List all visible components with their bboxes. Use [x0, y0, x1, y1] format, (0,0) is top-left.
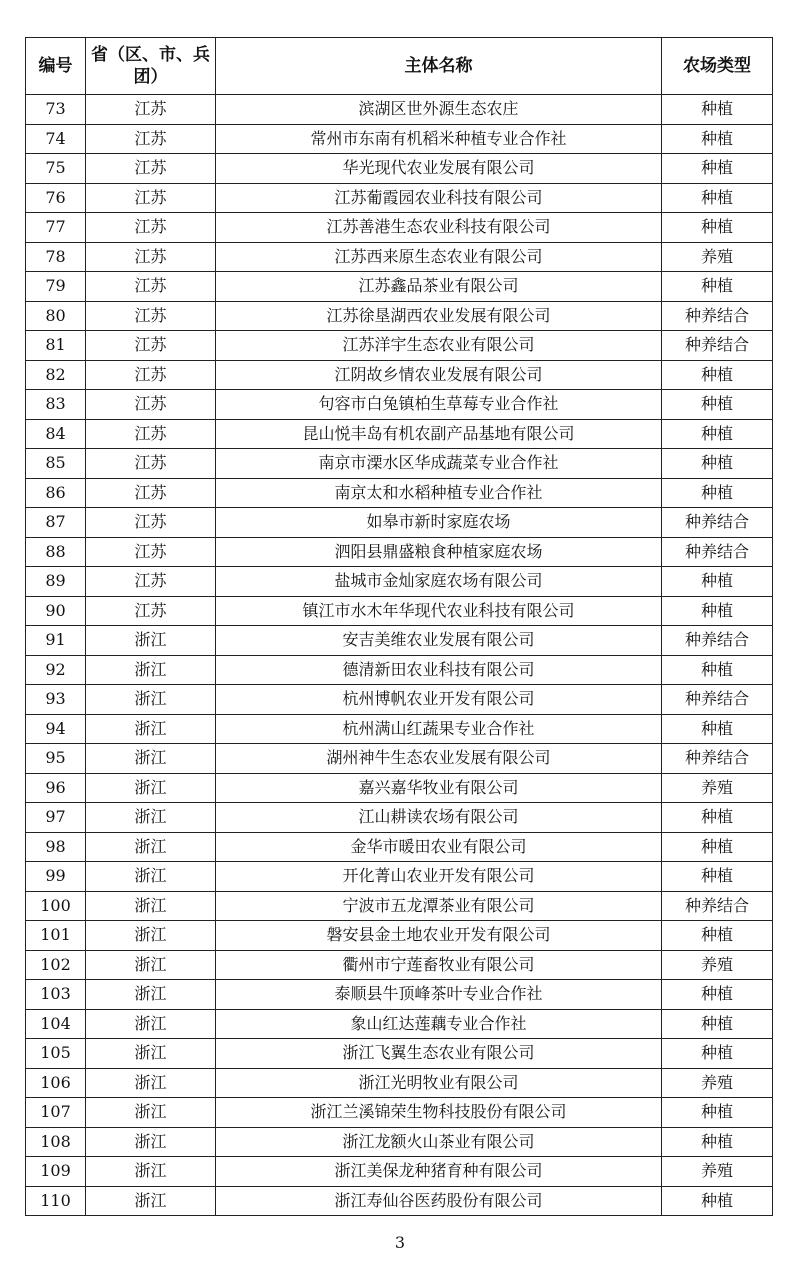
cell-id: 89 — [26, 567, 86, 597]
cell-name: 浙江龙额火山茶业有限公司 — [216, 1127, 662, 1157]
cell-name: 句容市白兔镇柏生草莓专业合作社 — [216, 390, 662, 420]
cell-id: 103 — [26, 980, 86, 1010]
table-row — [26, 773, 773, 803]
cell-province: 江苏 — [86, 360, 216, 390]
cell-province: 江苏 — [86, 154, 216, 184]
cell-province: 江苏 — [86, 183, 216, 213]
table-row — [26, 596, 773, 626]
cell-name: 盐城市金灿家庭农场有限公司 — [216, 567, 662, 597]
cell-farm-type: 种养结合 — [662, 331, 773, 361]
cell-farm-type: 种养结合 — [662, 301, 773, 331]
cell-province: 江苏 — [86, 478, 216, 508]
cell-id: 98 — [26, 832, 86, 862]
table-row — [26, 1068, 773, 1098]
cell-name: 衢州市宁莲畜牧业有限公司 — [216, 950, 662, 980]
table-row — [26, 419, 773, 449]
cell-name: 嘉兴嘉华牧业有限公司 — [216, 773, 662, 803]
cell-id: 96 — [26, 773, 86, 803]
cell-farm-type: 养殖 — [662, 773, 773, 803]
cell-name: 华光现代农业发展有限公司 — [216, 154, 662, 184]
cell-id: 78 — [26, 242, 86, 272]
cell-farm-type: 种植 — [662, 655, 773, 685]
cell-id: 107 — [26, 1098, 86, 1128]
cell-id: 90 — [26, 596, 86, 626]
cell-province: 浙江 — [86, 862, 216, 892]
table-row — [26, 331, 773, 361]
cell-province: 浙江 — [86, 685, 216, 715]
cell-province: 浙江 — [86, 1068, 216, 1098]
cell-name: 江苏西来原生态农业有限公司 — [216, 242, 662, 272]
cell-farm-type: 种植 — [662, 567, 773, 597]
cell-id: 109 — [26, 1157, 86, 1187]
cell-name: 磐安县金土地农业开发有限公司 — [216, 921, 662, 951]
table-row — [26, 301, 773, 331]
cell-farm-type: 种植 — [662, 272, 773, 302]
page-number: 3 — [394, 1233, 406, 1252]
cell-farm-type: 种养结合 — [662, 744, 773, 774]
cell-farm-type: 种养结合 — [662, 685, 773, 715]
cell-province: 江苏 — [86, 390, 216, 420]
cell-province: 浙江 — [86, 1127, 216, 1157]
cell-id: 76 — [26, 183, 86, 213]
table-row — [26, 655, 773, 685]
cell-name: 滨湖区世外源生态农庄 — [216, 95, 662, 125]
table-row — [26, 950, 773, 980]
cell-name: 浙江兰溪锦荣生物科技股份有限公司 — [216, 1098, 662, 1128]
table-row — [26, 891, 773, 921]
header-province: 省（区、市、兵团） — [86, 38, 216, 95]
cell-province: 浙江 — [86, 1098, 216, 1128]
cell-province: 江苏 — [86, 331, 216, 361]
cell-farm-type: 种植 — [662, 183, 773, 213]
cell-name: 南京太和水稻种植专业合作社 — [216, 478, 662, 508]
table-row — [26, 537, 773, 567]
cell-province: 浙江 — [86, 1186, 216, 1216]
cell-id: 91 — [26, 626, 86, 656]
cell-name: 江苏善港生态农业科技有限公司 — [216, 213, 662, 243]
cell-name: 南京市溧水区华成蔬菜专业合作社 — [216, 449, 662, 479]
cell-farm-type: 养殖 — [662, 950, 773, 980]
cell-id: 74 — [26, 124, 86, 154]
cell-name: 常州市东南有机稻米种植专业合作社 — [216, 124, 662, 154]
cell-id: 94 — [26, 714, 86, 744]
cell-id: 93 — [26, 685, 86, 715]
cell-province: 浙江 — [86, 1157, 216, 1187]
cell-farm-type: 种植 — [662, 862, 773, 892]
table-row — [26, 803, 773, 833]
table-row — [26, 449, 773, 479]
cell-province: 江苏 — [86, 242, 216, 272]
cell-province: 浙江 — [86, 891, 216, 921]
cell-name: 昆山悦丰岛有机农副产品基地有限公司 — [216, 419, 662, 449]
table-row — [26, 1157, 773, 1187]
cell-province: 浙江 — [86, 803, 216, 833]
table-row — [26, 921, 773, 951]
table-row — [26, 213, 773, 243]
cell-farm-type: 养殖 — [662, 1157, 773, 1187]
cell-name: 如皋市新时家庭农场 — [216, 508, 662, 538]
cell-id: 75 — [26, 154, 86, 184]
cell-name: 江苏葡霞园农业科技有限公司 — [216, 183, 662, 213]
farm-list-table — [25, 37, 773, 1216]
cell-name: 浙江飞翼生态农业有限公司 — [216, 1039, 662, 1069]
cell-name: 江苏徐垦湖西农业发展有限公司 — [216, 301, 662, 331]
cell-name: 德清新田农业科技有限公司 — [216, 655, 662, 685]
cell-farm-type: 养殖 — [662, 242, 773, 272]
cell-farm-type: 种植 — [662, 449, 773, 479]
table-body — [26, 95, 773, 1216]
cell-farm-type: 种植 — [662, 1009, 773, 1039]
table-row — [26, 832, 773, 862]
cell-farm-type: 种植 — [662, 1127, 773, 1157]
cell-name: 浙江光明牧业有限公司 — [216, 1068, 662, 1098]
cell-farm-type: 种植 — [662, 124, 773, 154]
cell-id: 92 — [26, 655, 86, 685]
cell-province: 江苏 — [86, 272, 216, 302]
cell-province: 浙江 — [86, 773, 216, 803]
cell-farm-type: 种植 — [662, 95, 773, 125]
table-row — [26, 1009, 773, 1039]
cell-province: 江苏 — [86, 449, 216, 479]
header-row — [26, 38, 773, 95]
cell-id: 86 — [26, 478, 86, 508]
table-row — [26, 567, 773, 597]
cell-name: 江阴故乡情农业发展有限公司 — [216, 360, 662, 390]
table-row — [26, 1039, 773, 1069]
cell-farm-type: 种植 — [662, 360, 773, 390]
cell-id: 99 — [26, 862, 86, 892]
table-row — [26, 242, 773, 272]
table-row — [26, 1098, 773, 1128]
table-row — [26, 744, 773, 774]
table-row — [26, 154, 773, 184]
cell-name: 江苏鑫品茶业有限公司 — [216, 272, 662, 302]
cell-province: 江苏 — [86, 213, 216, 243]
table-row — [26, 626, 773, 656]
cell-id: 95 — [26, 744, 86, 774]
cell-province: 江苏 — [86, 567, 216, 597]
cell-name: 安吉美维农业发展有限公司 — [216, 626, 662, 656]
cell-farm-type: 种植 — [662, 921, 773, 951]
cell-farm-type: 种植 — [662, 803, 773, 833]
cell-name: 杭州博帆农业开发有限公司 — [216, 685, 662, 715]
cell-id: 88 — [26, 537, 86, 567]
table-row — [26, 95, 773, 125]
cell-farm-type: 种植 — [662, 419, 773, 449]
cell-province: 浙江 — [86, 714, 216, 744]
cell-name: 江苏洋宇生态农业有限公司 — [216, 331, 662, 361]
cell-id: 104 — [26, 1009, 86, 1039]
table-row — [26, 1186, 773, 1216]
table-row — [26, 478, 773, 508]
cell-id: 84 — [26, 419, 86, 449]
table-row — [26, 714, 773, 744]
cell-id: 110 — [26, 1186, 86, 1216]
cell-province: 浙江 — [86, 921, 216, 951]
table-row — [26, 980, 773, 1010]
cell-province: 江苏 — [86, 508, 216, 538]
cell-id: 105 — [26, 1039, 86, 1069]
cell-province: 江苏 — [86, 301, 216, 331]
cell-id: 83 — [26, 390, 86, 420]
cell-name: 浙江寿仙谷医药股份有限公司 — [216, 1186, 662, 1216]
table-row — [26, 1127, 773, 1157]
cell-id: 85 — [26, 449, 86, 479]
cell-name: 泗阳县鼎盛粮食种植家庭农场 — [216, 537, 662, 567]
cell-province: 浙江 — [86, 980, 216, 1010]
cell-farm-type: 种植 — [662, 1098, 773, 1128]
cell-id: 100 — [26, 891, 86, 921]
cell-province: 浙江 — [86, 1039, 216, 1069]
table-row — [26, 183, 773, 213]
cell-name: 开化菁山农业开发有限公司 — [216, 862, 662, 892]
cell-province: 浙江 — [86, 744, 216, 774]
cell-province: 江苏 — [86, 95, 216, 125]
cell-name: 宁波市五龙潭茶业有限公司 — [216, 891, 662, 921]
cell-farm-type: 种植 — [662, 596, 773, 626]
cell-farm-type: 种植 — [662, 832, 773, 862]
cell-province: 浙江 — [86, 626, 216, 656]
table-row — [26, 360, 773, 390]
cell-id: 73 — [26, 95, 86, 125]
table-row — [26, 508, 773, 538]
cell-farm-type: 种植 — [662, 714, 773, 744]
cell-farm-type: 种植 — [662, 1039, 773, 1069]
cell-id: 101 — [26, 921, 86, 951]
cell-id: 97 — [26, 803, 86, 833]
cell-id: 82 — [26, 360, 86, 390]
cell-id: 81 — [26, 331, 86, 361]
table-row — [26, 390, 773, 420]
cell-farm-type: 种养结合 — [662, 891, 773, 921]
cell-farm-type: 种植 — [662, 213, 773, 243]
cell-farm-type: 养殖 — [662, 1068, 773, 1098]
cell-farm-type: 种植 — [662, 478, 773, 508]
table-row — [26, 272, 773, 302]
cell-id: 108 — [26, 1127, 86, 1157]
cell-name: 江山耕读农场有限公司 — [216, 803, 662, 833]
cell-province: 江苏 — [86, 419, 216, 449]
cell-farm-type: 种植 — [662, 154, 773, 184]
cell-farm-type: 种养结合 — [662, 626, 773, 656]
cell-province: 浙江 — [86, 950, 216, 980]
table-row — [26, 124, 773, 154]
table-header — [26, 38, 773, 95]
header-name: 主体名称 — [216, 38, 662, 95]
cell-name: 浙江美保龙种猪育种有限公司 — [216, 1157, 662, 1187]
table-row — [26, 862, 773, 892]
cell-name: 象山红达莲藕专业合作社 — [216, 1009, 662, 1039]
cell-province: 江苏 — [86, 537, 216, 567]
cell-farm-type: 种植 — [662, 980, 773, 1010]
cell-farm-type: 种植 — [662, 390, 773, 420]
cell-id: 80 — [26, 301, 86, 331]
cell-name: 泰顺县牛顶峰茶叶专业合作社 — [216, 980, 662, 1010]
cell-farm-type: 种养结合 — [662, 508, 773, 538]
cell-province: 浙江 — [86, 655, 216, 685]
cell-name: 镇江市水木年华现代农业科技有限公司 — [216, 596, 662, 626]
cell-id: 79 — [26, 272, 86, 302]
cell-province: 浙江 — [86, 832, 216, 862]
header-farm-type: 农场类型 — [662, 38, 773, 95]
cell-province: 江苏 — [86, 596, 216, 626]
cell-id: 102 — [26, 950, 86, 980]
cell-id: 106 — [26, 1068, 86, 1098]
cell-name: 湖州神牛生态农业发展有限公司 — [216, 744, 662, 774]
cell-farm-type: 种养结合 — [662, 537, 773, 567]
cell-province: 江苏 — [86, 124, 216, 154]
cell-name: 金华市暖田农业有限公司 — [216, 832, 662, 862]
cell-name: 杭州满山红蔬果专业合作社 — [216, 714, 662, 744]
cell-id: 77 — [26, 213, 86, 243]
cell-id: 87 — [26, 508, 86, 538]
cell-province: 浙江 — [86, 1009, 216, 1039]
table-row — [26, 685, 773, 715]
header-id: 编号 — [26, 38, 86, 95]
cell-farm-type: 种植 — [662, 1186, 773, 1216]
